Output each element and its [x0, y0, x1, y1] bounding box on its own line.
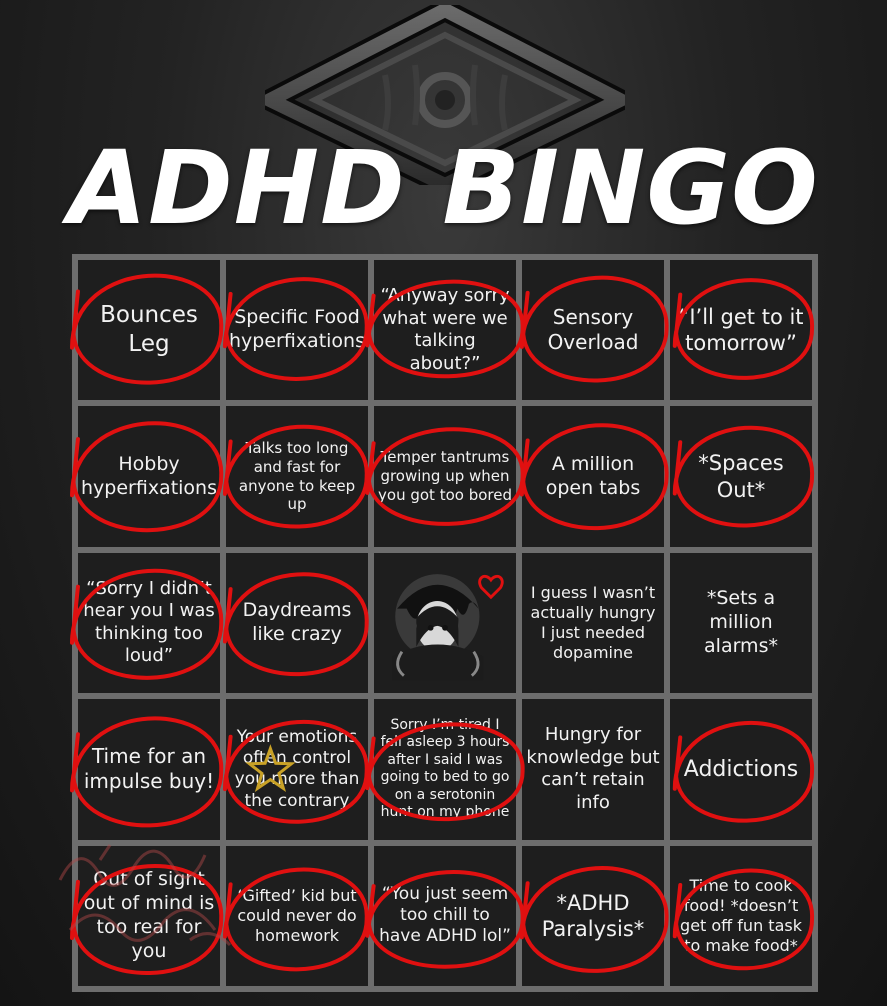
- bingo-cell[interactable]: [519, 843, 667, 989]
- bingo-cell-label: ‘Gifted’ kid but could never do homework: [237, 885, 357, 945]
- bingo-cell-label: Specific Food hyperfixations: [229, 306, 365, 353]
- bingo-cell-label: Temper tantrums growing up when you got too bored: [378, 448, 512, 504]
- bingo-cell-label: Daydreams like crazy: [242, 599, 352, 645]
- bingo-cell-label: Bounces Leg: [100, 302, 198, 358]
- bingo-grid: [72, 254, 818, 992]
- bingo-cell[interactable]: [519, 257, 667, 403]
- character-illustration: [378, 558, 512, 688]
- page-title: ADHD BINGO: [68, 129, 819, 248]
- bingo-cell-label: “You just seem too chill to have ADHD lol”: [379, 883, 511, 947]
- bingo-cell-label: Hobby hyperfixations: [81, 452, 217, 499]
- bingo-cell[interactable]: [75, 257, 223, 403]
- bingo-cell[interactable]: [75, 843, 223, 989]
- bingo-cell-label: Talks too long and fast for anyone to keep up: [238, 439, 356, 514]
- bingo-cell-label: “Sorry I didn’t hear you I was thinking too loud”: [83, 577, 215, 667]
- bingo-cell-label: Sorry I’m tired I fell asleep 3 hours after I said I was going to bed to go on a serotonin hunt on my phone: [380, 716, 510, 821]
- bingo-cell[interactable]: [371, 403, 519, 549]
- bingo-cell[interactable]: [667, 843, 815, 989]
- bingo-cell[interactable]: [223, 257, 371, 403]
- bingo-cell-label: Time for an impulse buy!: [83, 744, 215, 794]
- bingo-cell-label: Sensory Overload: [547, 305, 639, 355]
- bingo-cell-label: Hungry for knowledge but can’t retain info: [526, 724, 660, 813]
- bingo-cell-label: “Anyway sorry what were we talking about?”: [380, 285, 510, 374]
- bingo-cell[interactable]: [519, 550, 667, 696]
- bingo-cell[interactable]: [75, 403, 223, 549]
- bingo-cell-label: *Sets a million alarms*: [704, 587, 778, 657]
- bingo-cell[interactable]: [667, 257, 815, 403]
- bingo-cell-label: I guess I wasn’t actually hungry I just needed dopamine: [530, 582, 656, 662]
- bingo-cell[interactable]: [223, 843, 371, 989]
- bingo-cell[interactable]: [371, 550, 519, 696]
- heart-icon: [480, 576, 503, 597]
- bingo-cell[interactable]: [75, 550, 223, 696]
- bingo-cell-label: “I’ll get to it tomorrow”: [678, 304, 804, 356]
- bingo-cell[interactable]: [667, 403, 815, 549]
- bingo-cell-label: A million open tabs: [545, 452, 641, 499]
- bingo-cell-label: Addictions: [683, 756, 799, 782]
- bingo-cell-label: *Spaces Out*: [698, 451, 784, 502]
- bingo-cell[interactable]: [667, 696, 815, 842]
- bingo-cell[interactable]: [371, 843, 519, 989]
- bingo-cell-label: Out of sight out of mind is too real for you: [83, 868, 215, 962]
- bingo-cell[interactable]: [223, 696, 371, 842]
- bingo-cell[interactable]: [519, 696, 667, 842]
- bingo-cell[interactable]: [223, 403, 371, 549]
- bingo-cell-label: Time to cook food! *doesn’t get off fun task to make food*: [680, 875, 802, 955]
- bingo-cell[interactable]: [371, 257, 519, 403]
- bingo-cell[interactable]: [667, 550, 815, 696]
- bingo-cell[interactable]: [75, 696, 223, 842]
- bingo-cell[interactable]: [371, 696, 519, 842]
- bingo-cell-label: Your emotions often control you more than the contrary: [234, 726, 360, 811]
- bingo-cell-label: *ADHD Paralysis*: [541, 890, 645, 941]
- bingo-cell[interactable]: [223, 550, 371, 696]
- bingo-cell[interactable]: [519, 403, 667, 549]
